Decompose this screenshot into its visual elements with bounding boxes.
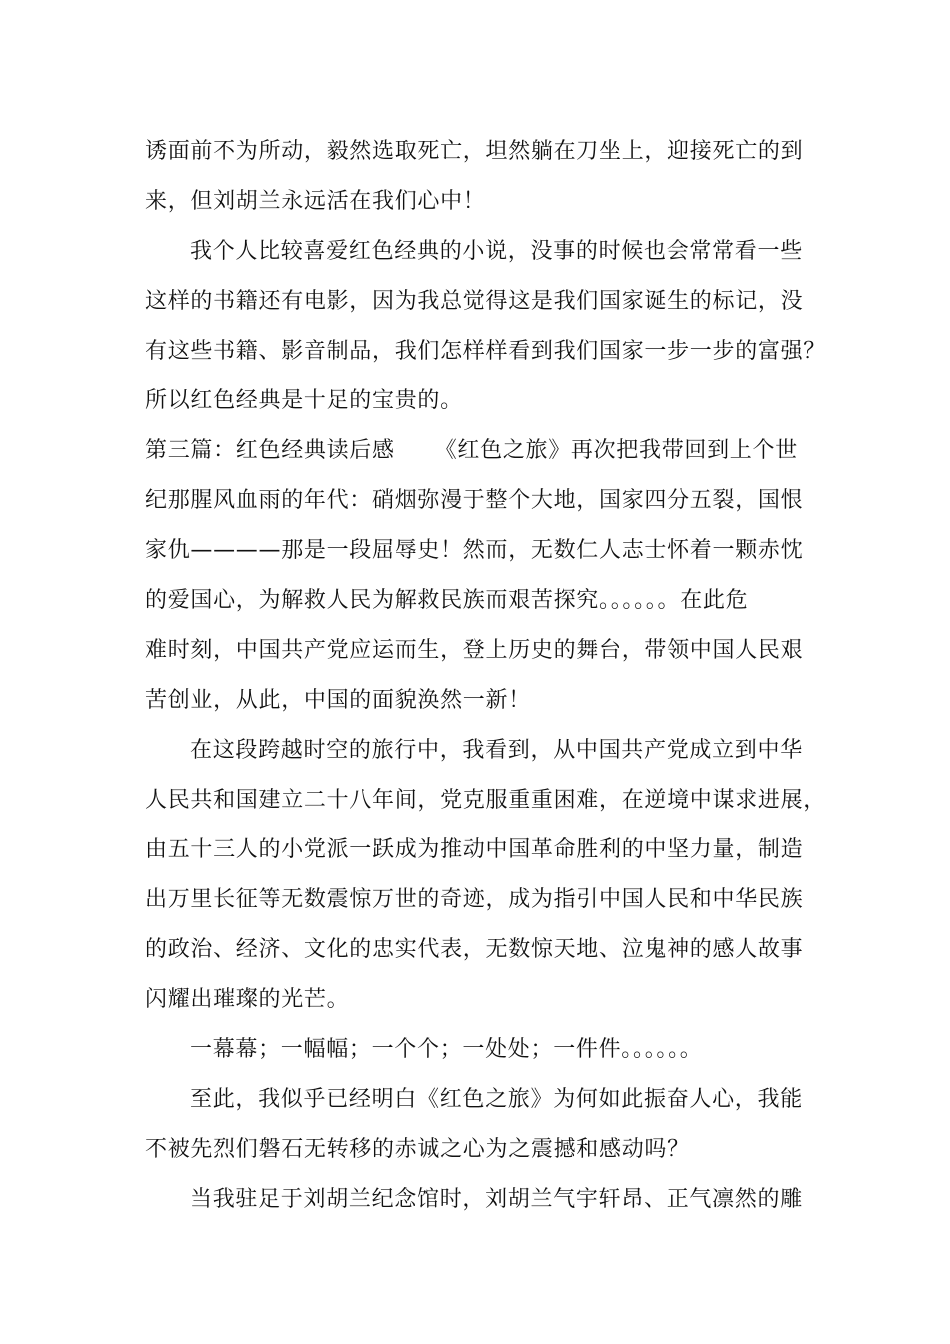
section-heading: 第三篇：红色经典读后感 xyxy=(145,438,395,464)
text-line: 的爱国心，为解救人民为解救民族而艰苦探究。。。。。。在此危 xyxy=(145,588,749,614)
text-line: 我个人比较喜爱红色经典的小说，没事的时候也会常常看一些 xyxy=(190,238,803,264)
text-line: 所以红色经典是十足的宝贵的。 xyxy=(145,388,463,414)
text-line: 诱面前不为所动，毅然选取死亡，坦然躺在刀坐上，迎接死亡的到 xyxy=(145,139,804,164)
document-page xyxy=(145,127,825,1225)
text-block-1 xyxy=(145,127,825,426)
text-line: 在这段跨越时空的旅行中，我看到，从中国共产党成立到中华 xyxy=(190,737,803,763)
text-line: 来，但刘胡兰永远活在我们心中！ xyxy=(145,188,486,214)
text-block-2 xyxy=(145,476,825,1224)
text-line: 至此，我似乎已经明白《红色之旅》为何如此振奋人心，我能 xyxy=(190,1086,803,1112)
text-line: 纪那腥风血雨的年代：硝烟弥漫于整个大地，国家四分五裂，国恨 xyxy=(145,488,804,514)
text-line: 当我驻足于刘胡兰纪念馆时，刘胡兰气宇轩昂、正气凛然的雕 xyxy=(190,1186,803,1212)
text-line: 出万里长征等无数震惊万世的奇迹，成为指引中国人民和中华民族 xyxy=(145,887,804,913)
section-heading-line xyxy=(145,426,825,476)
text-line: 家仇————那是一段屈辱史！然而，无数仁人志士怀着一颗赤忱 xyxy=(145,538,804,564)
text-line: 的政治、经济、文化的忠实代表，无数惊天地、泣鬼神的感人故事 xyxy=(145,937,804,963)
text-line: 苦创业，从此，中国的面貌涣然一新！ xyxy=(145,687,531,713)
text-line: 这样的书籍还有电影，因为我总觉得这是我们国家诞生的标记，没 xyxy=(145,288,804,314)
text-line: 难时刻，中国共产党应运而生，登上历史的舞台，带领中国人民艰 xyxy=(145,637,804,663)
text-line: 闪耀出璀璨的光芒。 xyxy=(145,987,350,1013)
text-line: 不被先烈们磐石无转移的赤诚之心为之震撼和感动吗？ xyxy=(145,1136,690,1162)
text-line: 由五十三人的小党派一跃成为推动中国革命胜利的中坚力量，制造 xyxy=(145,837,804,863)
text-line: 一幕幕；一幅幅；一个个；一处处；一件件。。。。。。 xyxy=(190,1037,703,1063)
text-line: 有这些书籍、影音制品，我们怎样样看到我们国家一步一步的富强？ xyxy=(145,338,827,364)
text-line: 人民共和国建立二十八年间，党克服重重困难，在逆境中谋求进展， xyxy=(145,787,827,813)
section-first-line: 《红色之旅》再次把我带回到上个世 xyxy=(434,438,798,464)
